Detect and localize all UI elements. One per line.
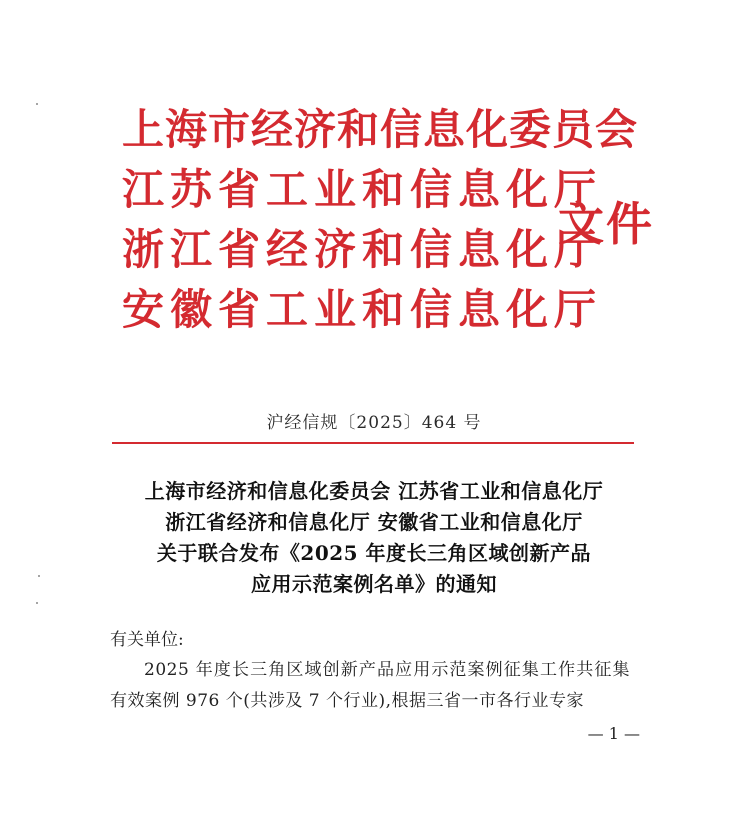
issuer-jiangsu: 江苏省工业和信息化厅 (122, 165, 603, 214)
red-divider (112, 442, 634, 444)
scan-speck (36, 103, 38, 105)
issuer-zhejiang: 浙江省经济和信息化厅 (122, 225, 603, 274)
body-paragraph: 2025 年度长三角区域创新产品应用示范案例征集工作共征集有效案例 976 个(共涉及 7 个行业),根据三省一市各行业专家 (110, 660, 630, 711)
document-title (0, 476, 748, 600)
title-line: 应用示范案例名单》的通知 (251, 572, 497, 596)
title-line: 上海市经济和信息化委员会 江苏省工业和信息化厅 (144, 479, 604, 503)
salutation: 有关单位: (110, 630, 184, 650)
document-suffix: 文件 (558, 197, 654, 251)
scan-speck (38, 575, 40, 577)
issuer-anhui: 安徽省工业和信息化厅 (122, 285, 603, 334)
document-number: 沪经信规〔2025〕464 号 (266, 413, 482, 433)
title-line: 关于联合发布《2025 年度长三角区域创新产品 (156, 541, 592, 565)
title-line: 浙江省经济和信息化厅 安徽省工业和信息化厅 (165, 510, 583, 534)
body-text (110, 625, 630, 717)
issuer-shanghai: 上海市经济和信息化委员会 (122, 105, 639, 154)
scan-speck (36, 602, 38, 604)
page-number: — 1 — (587, 724, 640, 743)
